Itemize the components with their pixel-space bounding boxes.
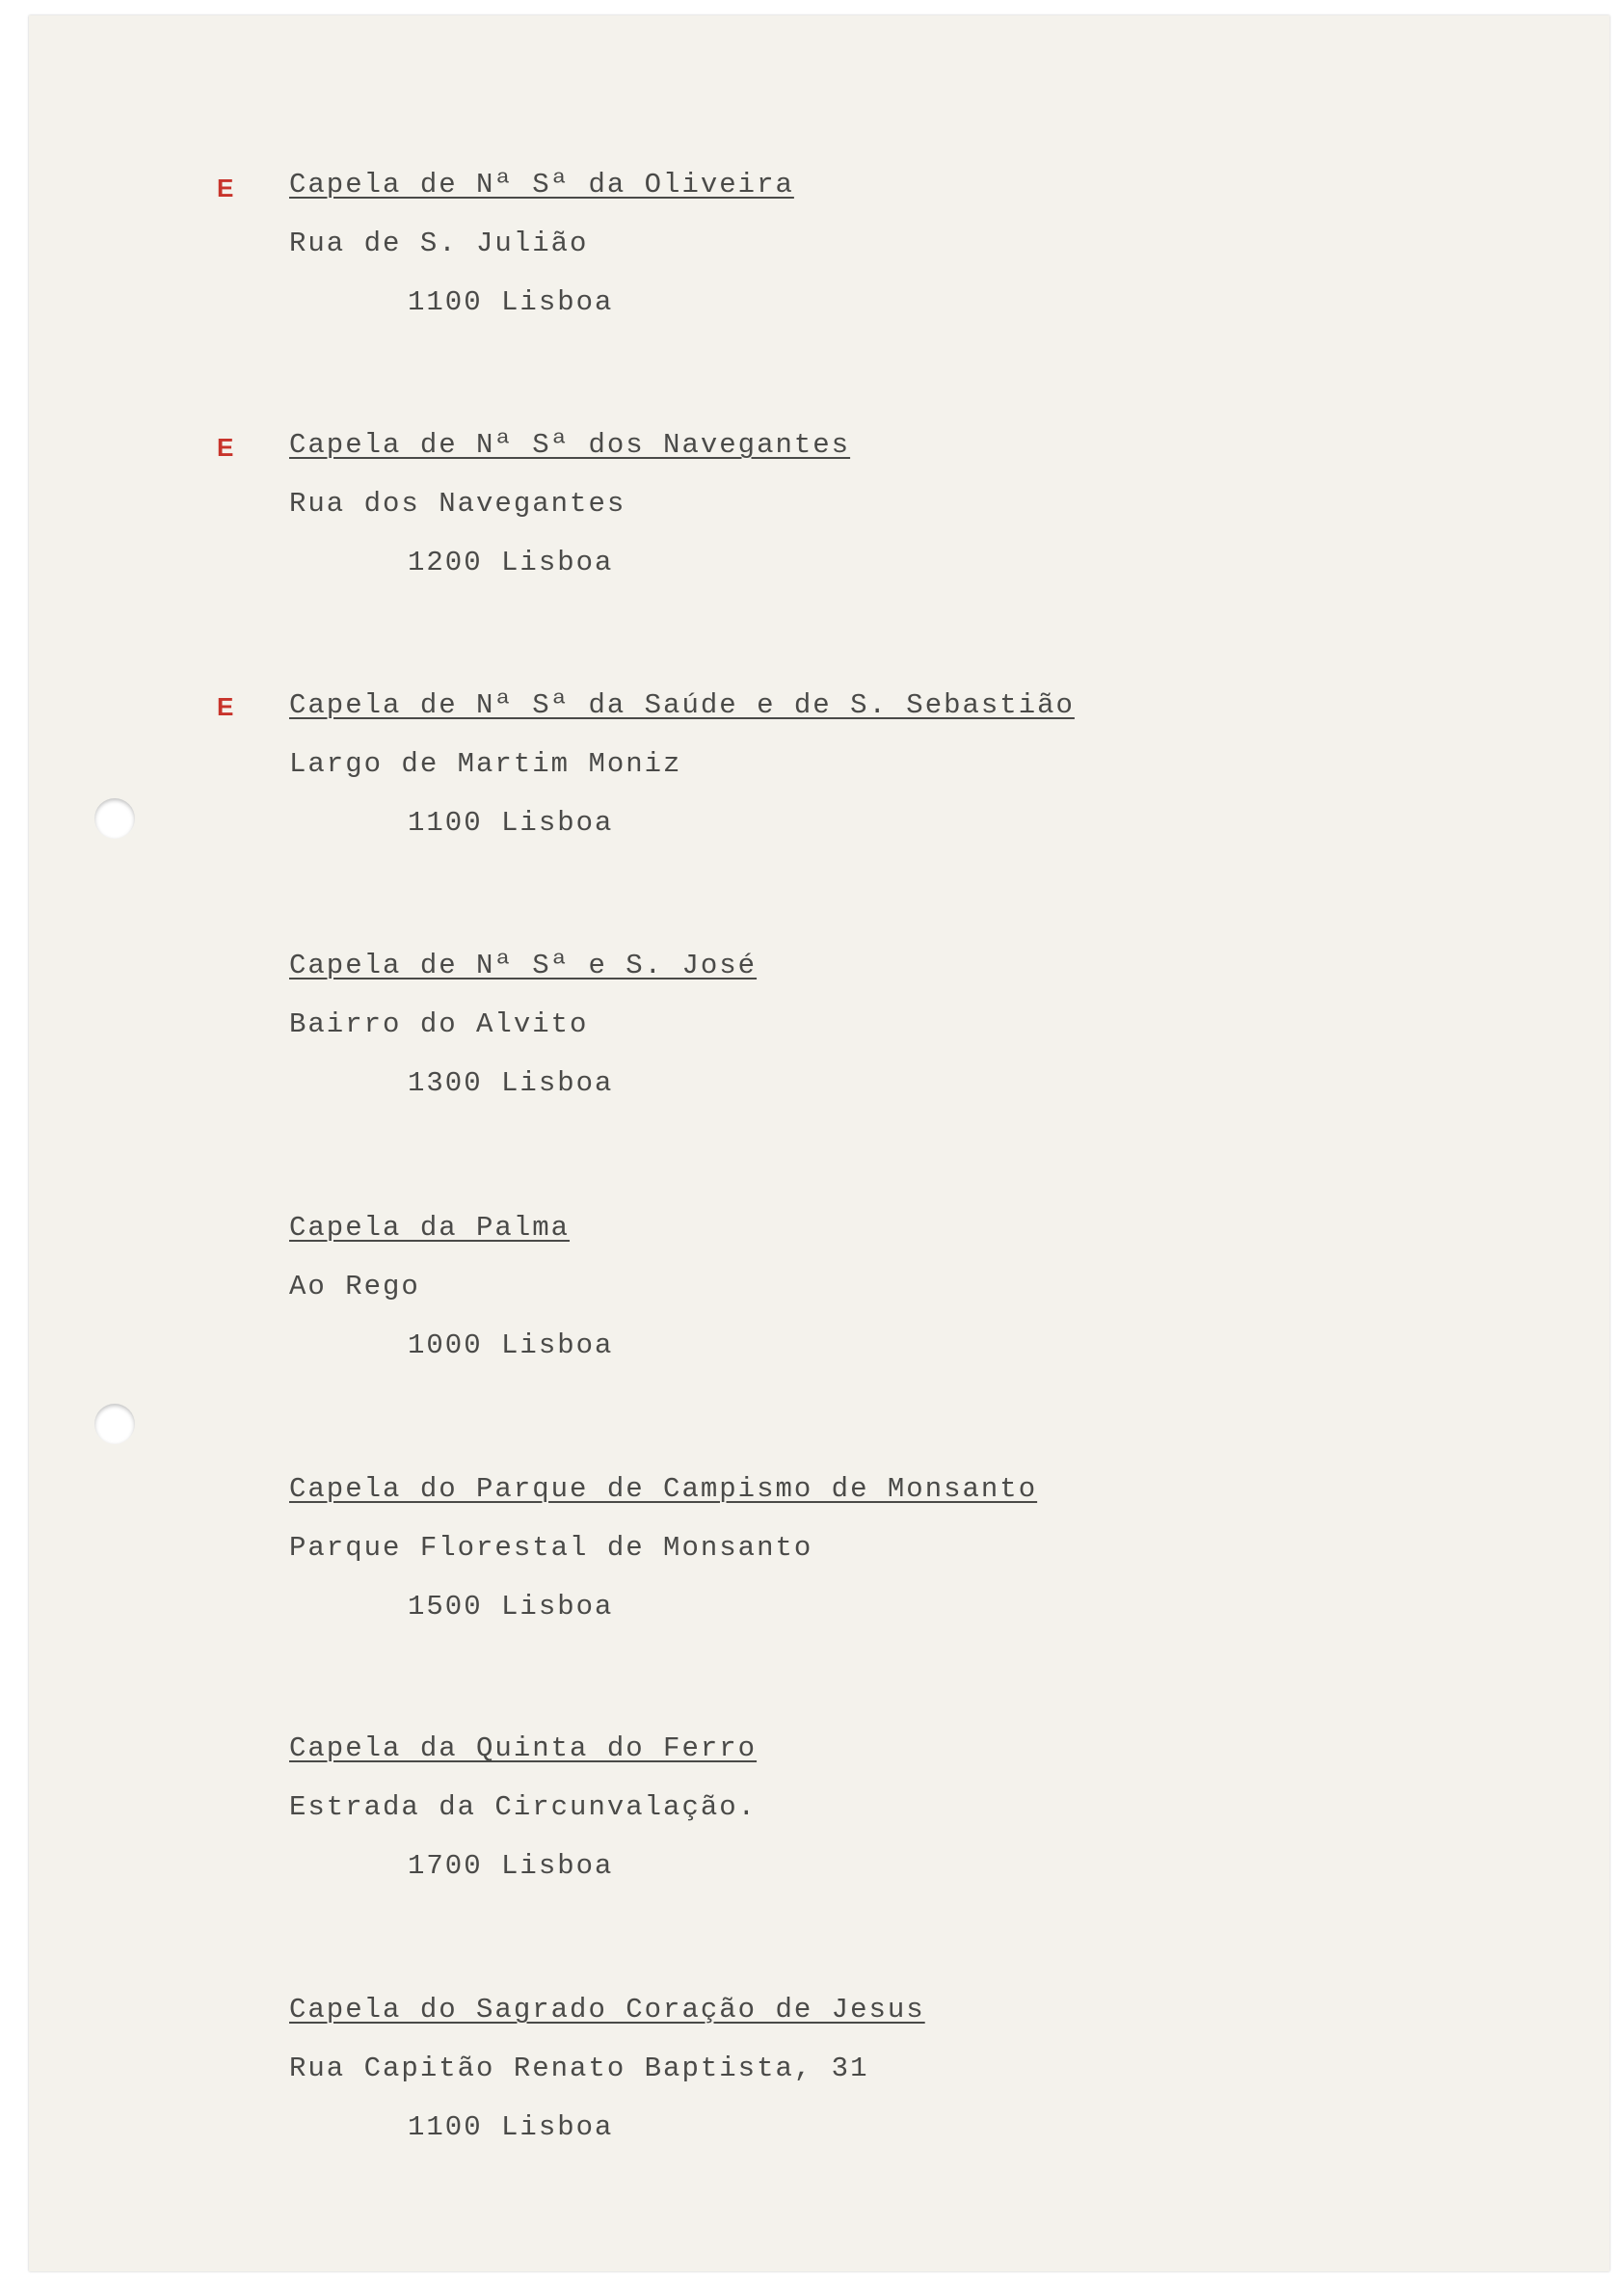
chapel-postal: 1100 Lisboa	[408, 286, 614, 318]
punch-hole-top	[94, 798, 135, 839]
chapel-postal: 1300 Lisboa	[408, 1067, 614, 1099]
chapel-name: Capela da Palma	[289, 1212, 571, 1244]
chapel-entry	[289, 950, 1349, 1099]
chapel-postal: 1200 Lisboa	[408, 547, 614, 578]
chapel-street: Rua Capitão Renato Baptista, 31	[289, 2053, 869, 2084]
chapel-name: Capela do Sagrado Coração de Jesus	[289, 1994, 925, 2026]
chapel-postal: 1000 Lisboa	[408, 1329, 614, 1361]
chapel-street: Estrada da Circunvalação.	[289, 1791, 758, 1823]
chapel-entry	[289, 169, 1349, 318]
chapel-name: Capela da Quinta do Ferro	[289, 1732, 758, 1764]
chapel-entry	[289, 1732, 1349, 1882]
chapel-entry	[289, 1994, 1349, 2143]
chapel-entry	[289, 1473, 1349, 1623]
chapel-entry	[289, 1212, 1349, 1361]
chapel-postal: 1100 Lisboa	[408, 2111, 614, 2143]
margin-mark: E	[217, 692, 234, 721]
document-page	[29, 15, 1610, 2271]
chapel-postal: 1100 Lisboa	[408, 807, 614, 839]
margin-mark: E	[217, 174, 234, 202]
chapel-street: Largo de Martim Moniz	[289, 748, 682, 780]
punch-hole-bottom	[94, 1404, 135, 1444]
chapel-entry	[289, 689, 1349, 839]
chapel-street: Rua dos Navegantes	[289, 488, 626, 520]
chapel-street: Bairro do Alvito	[289, 1008, 589, 1040]
chapel-name: Capela do Parque de Campismo de Monsanto	[289, 1473, 1038, 1505]
chapel-name: Capela de Nª Sª da Oliveira	[289, 169, 794, 201]
chapel-postal: 1500 Lisboa	[408, 1591, 614, 1623]
chapel-name: Capela de Nª Sª e S. José	[289, 950, 758, 981]
chapel-street: Parque Florestal de Monsanto	[289, 1532, 813, 1564]
chapel-name: Capela de Nª Sª da Saúde e de S. Sebastião	[289, 689, 1075, 721]
chapel-postal: 1700 Lisboa	[408, 1850, 614, 1882]
chapel-street: Ao Rego	[289, 1271, 420, 1302]
margin-mark: E	[217, 433, 234, 462]
chapel-street: Rua de S. Julião	[289, 228, 589, 259]
chapel-entry	[289, 429, 1349, 578]
chapel-name: Capela de Nª Sª dos Navegantes	[289, 429, 851, 461]
